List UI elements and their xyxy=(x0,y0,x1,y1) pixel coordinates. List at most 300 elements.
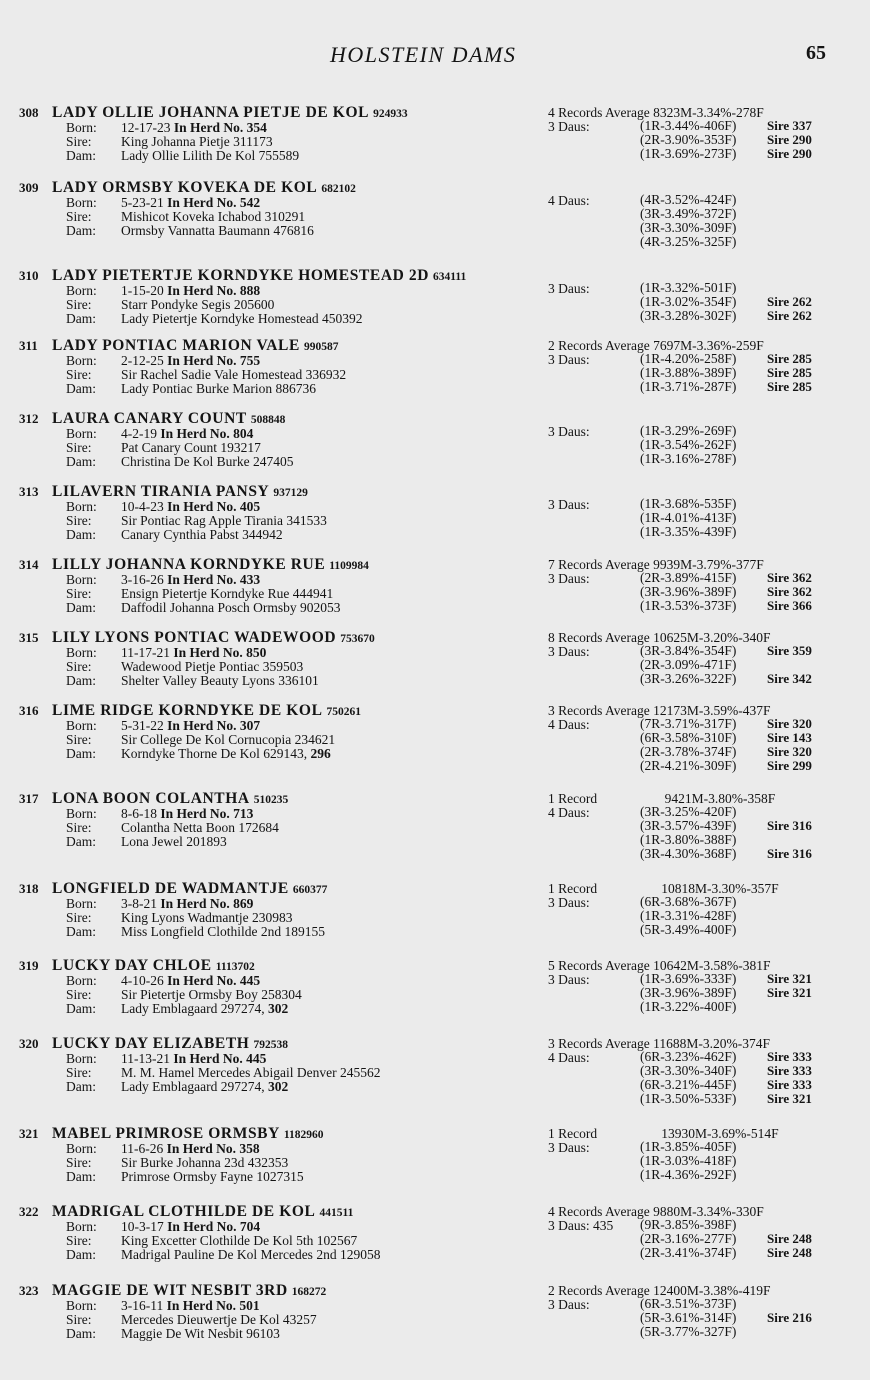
born-date: 8-6-18 xyxy=(121,806,157,821)
born-line xyxy=(66,897,253,911)
sire-name: Sir College De Kol Cornucopia 234621 xyxy=(121,732,336,747)
daughters-label: 3 Daus: xyxy=(548,972,590,987)
dam-label: Dam: xyxy=(66,148,96,163)
daughter-sire: Sire 299 xyxy=(767,758,812,773)
daughter-record: (3R-3.96%-389F) xyxy=(640,584,737,599)
sire-line xyxy=(66,298,274,312)
daughter-sire: Sire 143 xyxy=(767,730,812,745)
sire-name: Colantha Netta Boon 172684 xyxy=(121,820,279,835)
sire-name: Sir Pontiac Rag Apple Tirania 341533 xyxy=(121,513,327,528)
born-date: 5-23-21 xyxy=(121,195,164,210)
dam-line xyxy=(66,1002,288,1016)
records-average: 4 Records Average 8323M-3.34%-278F xyxy=(548,105,764,120)
dam-name: LUCKY DAY ELIZABETH xyxy=(52,1035,250,1052)
dam-name: LIME RIDGE KORNDYKE DE KOL xyxy=(52,702,323,719)
born-label: Born: xyxy=(66,896,97,911)
born-line xyxy=(66,807,253,821)
registration-number: 1109984 xyxy=(329,560,369,572)
born-date: 4-2-19 xyxy=(121,426,157,441)
dam-suffix: 302 xyxy=(267,1079,289,1094)
born-date: 3-16-26 xyxy=(121,572,164,587)
herd-number: 501 xyxy=(239,1298,260,1313)
dam-suffix: 302 xyxy=(267,1001,289,1016)
daughter-record: (2R-3.78%-374F) xyxy=(640,744,737,759)
entry-number: 312 xyxy=(19,411,39,426)
born-label: Born: xyxy=(66,1051,97,1066)
born-line xyxy=(66,646,266,660)
herd-label: In Herd No. xyxy=(167,195,237,210)
page-number: 65 xyxy=(806,42,826,64)
records-average: 1 Record 10818M-3.30%-357F xyxy=(548,881,779,896)
daughters-label: 3 Daus: 435 xyxy=(548,1218,614,1233)
born-date: 3-16-11 xyxy=(121,1298,164,1313)
dam-name: LUCKY DAY CHLOE xyxy=(52,957,212,974)
born-label: Born: xyxy=(66,1298,97,1313)
dam-name: LONGFIELD DE WADMANTJE xyxy=(52,880,289,897)
daughter-record: (1R-3.69%-333F) xyxy=(640,971,737,986)
herd-number: 704 xyxy=(239,1219,261,1234)
registration-number: 924933 xyxy=(373,108,408,120)
dam-label: Dam: xyxy=(66,527,96,542)
entry-number: 314 xyxy=(19,557,39,572)
herd-label: In Herd No. xyxy=(160,806,230,821)
sire-name: King Excetter Clothilde De Kol 5th 102567 xyxy=(121,1233,358,1248)
daughter-record: (9R-3.85%-398F) xyxy=(640,1217,737,1232)
registration-number: 634111 xyxy=(433,271,467,283)
sire-label: Sire: xyxy=(66,1233,92,1248)
registration-number: 508848 xyxy=(250,414,286,426)
records-average: 3 Records Average 11688M-3.20%-374F xyxy=(548,1036,770,1051)
daughter-record: (5R-3.77%-327F) xyxy=(640,1324,737,1339)
sire-line xyxy=(66,441,261,455)
registration-number: 1182960 xyxy=(283,1129,324,1141)
dam-name: MADRIGAL CLOTHILDE DE KOL xyxy=(52,1203,316,1220)
sire-line xyxy=(66,733,335,747)
daughter-sire: Sire 321 xyxy=(767,985,812,1000)
registration-number: 168272 xyxy=(291,1286,327,1298)
born-line xyxy=(66,719,260,733)
daughter-sire: Sire 362 xyxy=(767,570,812,585)
daughter-sire: Sire 316 xyxy=(767,818,812,833)
sire-label: Sire: xyxy=(66,134,92,149)
dam-line xyxy=(66,674,319,688)
daughter-sire: Sire 262 xyxy=(767,308,812,323)
born-date: 1-15-20 xyxy=(121,283,164,298)
dam-line xyxy=(66,1080,288,1094)
dam-line xyxy=(66,528,283,542)
herd-number: 755 xyxy=(239,353,261,368)
herd-number: 542 xyxy=(239,195,261,210)
sire-label: Sire: xyxy=(66,1155,92,1170)
entry-number: 317 xyxy=(19,791,39,806)
daughter-record: (1R-3.80%-388F) xyxy=(640,832,737,847)
daughter-sire: Sire 320 xyxy=(767,744,812,759)
daughter-record: (1R-3.53%-373F) xyxy=(640,598,737,613)
daughter-record: (1R-3.16%-278F) xyxy=(640,451,737,466)
sire-line xyxy=(66,210,305,224)
dam-of-name: Daffodil Johanna Posch Ormsby 902053 xyxy=(121,600,341,615)
dam-line xyxy=(66,925,325,939)
daughter-record: (3R-3.25%-420F) xyxy=(640,804,737,819)
born-label: Born: xyxy=(66,195,97,210)
sire-label: Sire: xyxy=(66,297,92,312)
dam-name: LILLY JOHANNA KORNDYKE RUE xyxy=(52,556,326,573)
born-line xyxy=(66,1299,260,1313)
registration-number: 682102 xyxy=(321,183,356,195)
born-label: Born: xyxy=(66,283,97,298)
born-line xyxy=(66,1142,260,1156)
herd-number: 358 xyxy=(239,1141,260,1156)
daughter-record: (6R-3.23%-462F) xyxy=(640,1049,737,1064)
sire-name: Wadewood Pietje Pontiac 359503 xyxy=(121,659,304,674)
daughter-sire: Sire 290 xyxy=(767,146,812,161)
herd-label: In Herd No. xyxy=(167,572,237,587)
born-line xyxy=(66,354,260,368)
sire-line xyxy=(66,368,346,382)
born-label: Born: xyxy=(66,973,97,988)
daughter-record: (1R-3.44%-406F) xyxy=(640,118,737,133)
daughter-record: (3R-3.49%-372F) xyxy=(640,206,737,221)
dam-line xyxy=(66,1327,280,1341)
daughters-label: 3 Daus: xyxy=(548,119,590,134)
sire-name: Starr Pondyke Segis 205600 xyxy=(121,297,275,312)
records-average: 3 Records Average 12173M-3.59%-437F xyxy=(548,703,771,718)
entry-number: 321 xyxy=(19,1126,39,1141)
dam-name: LADY ORMSBY KOVEKA DE KOL xyxy=(52,179,318,196)
daughter-sire: Sire 333 xyxy=(767,1049,812,1064)
daughter-sire: Sire 262 xyxy=(767,294,812,309)
daughter-record: (2R-3.41%-374F) xyxy=(640,1245,737,1260)
daughter-sire: Sire 362 xyxy=(767,584,812,599)
sire-label: Sire: xyxy=(66,732,92,747)
daughter-record: (7R-3.71%-317F) xyxy=(640,716,737,731)
dam-name: LADY OLLIE JOHANNA PIETJE DE KOL xyxy=(52,104,370,121)
registration-number: 441511 xyxy=(319,1207,354,1219)
daughter-record: (3R-3.84%-354F) xyxy=(640,643,737,658)
born-line xyxy=(66,121,267,135)
daughters-label: 3 Daus: xyxy=(548,644,590,659)
registration-number: 990587 xyxy=(303,341,339,353)
sire-name: Sir Burke Johanna 23d 432353 xyxy=(121,1155,289,1170)
dam-name: LAURA CANARY COUNT xyxy=(52,410,247,427)
daughters-label: 3 Daus: xyxy=(548,497,590,512)
herd-label: In Herd No. xyxy=(167,718,237,733)
records-average: 2 Records Average 12400M-3.38%-419F xyxy=(548,1283,771,1298)
daughter-record: (3R-4.30%-368F) xyxy=(640,846,737,861)
daughter-sire: Sire 337 xyxy=(767,118,812,133)
born-date: 10-3-17 xyxy=(121,1219,164,1234)
sire-label: Sire: xyxy=(66,1065,92,1080)
born-label: Born: xyxy=(66,806,97,821)
daughter-record: (6R-3.68%-367F) xyxy=(640,894,737,909)
dam-label: Dam: xyxy=(66,223,96,238)
daughter-record: (1R-3.29%-269F) xyxy=(640,423,737,438)
sire-line xyxy=(66,587,333,601)
daughter-record: (3R-3.30%-309F) xyxy=(640,220,737,235)
daughter-record: (1R-3.88%-389F) xyxy=(640,365,737,380)
daughter-sire: Sire 285 xyxy=(767,365,812,380)
entry-number: 315 xyxy=(19,630,39,645)
sire-label: Sire: xyxy=(66,209,92,224)
dam-label: Dam: xyxy=(66,600,96,615)
herd-label: In Herd No. xyxy=(173,645,243,660)
daughter-record: (3R-3.26%-322F) xyxy=(640,671,737,686)
daughter-record: (4R-3.25%-325F) xyxy=(640,234,737,249)
sire-line xyxy=(66,1066,380,1080)
herd-label: In Herd No. xyxy=(167,283,237,298)
born-date: 11-17-21 xyxy=(121,645,170,660)
dam-label: Dam: xyxy=(66,1247,96,1262)
born-label: Born: xyxy=(66,120,97,135)
dam-label: Dam: xyxy=(66,311,96,326)
dam-of-name: Korndyke Thorne De Kol 629143, xyxy=(121,746,308,761)
dam-line xyxy=(66,1248,380,1262)
entry-number: 318 xyxy=(19,881,39,896)
born-date: 3-8-21 xyxy=(121,896,157,911)
daughter-record: (3R-3.96%-389F) xyxy=(640,985,737,1000)
registration-number: 753670 xyxy=(340,633,375,645)
daughters-label: 4 Daus: xyxy=(548,717,590,732)
daughters-label: 4 Daus: xyxy=(548,1050,590,1065)
dam-of-name: Lady Ollie Lilith De Kol 755589 xyxy=(121,148,300,163)
daughter-record: (6R-3.58%-310F) xyxy=(640,730,737,745)
entry-number: 309 xyxy=(19,180,39,195)
herd-label: In Herd No. xyxy=(160,896,230,911)
dam-name: LADY PIETERTJE KORNDYKE HOMESTEAD 2D xyxy=(52,267,430,284)
registration-number: 792538 xyxy=(253,1039,288,1051)
sire-line xyxy=(66,821,279,835)
dam-label: Dam: xyxy=(66,1079,96,1094)
dam-line xyxy=(66,835,227,849)
daughter-record: (1R-4.20%-258F) xyxy=(640,351,737,366)
daughter-sire: Sire 285 xyxy=(767,351,812,366)
daughter-sire: Sire 216 xyxy=(767,1310,812,1325)
herd-number: 869 xyxy=(233,896,254,911)
daughter-sire: Sire 285 xyxy=(767,379,812,394)
daughter-sire: Sire 316 xyxy=(767,846,812,861)
born-label: Born: xyxy=(66,1219,97,1234)
herd-number: 445 xyxy=(246,1051,267,1066)
born-label: Born: xyxy=(66,426,97,441)
dam-of-name: Shelter Valley Beauty Lyons 336101 xyxy=(121,673,319,688)
dam-label: Dam: xyxy=(66,924,96,939)
dam-of-name: Maggie De Wit Nesbit 96103 xyxy=(121,1326,280,1341)
sire-name: Mishicot Koveka Ichabod 310291 xyxy=(121,209,306,224)
daughter-record: (6R-3.51%-373F) xyxy=(640,1296,737,1311)
sire-line xyxy=(66,514,327,528)
daughter-sire: Sire 366 xyxy=(767,598,812,613)
sire-label: Sire: xyxy=(66,1312,92,1327)
daughter-record: (1R-3.02%-354F) xyxy=(640,294,737,309)
born-label: Born: xyxy=(66,572,97,587)
sire-name: King Johanna Pietje 311173 xyxy=(121,134,273,149)
records-average: 2 Records Average 7697M-3.36%-259F xyxy=(548,338,764,353)
daughters-label: 3 Daus: xyxy=(548,895,590,910)
sire-line xyxy=(66,988,302,1002)
dam-of-name: Lady Emblagaard 297274, xyxy=(121,1079,265,1094)
entry-number: 308 xyxy=(19,105,39,120)
dam-suffix: 296 xyxy=(310,746,331,761)
born-label: Born: xyxy=(66,353,97,368)
born-line xyxy=(66,284,260,298)
born-date: 2-12-25 xyxy=(121,353,164,368)
daughters-label: 3 Daus: xyxy=(548,1140,590,1155)
born-label: Born: xyxy=(66,499,97,514)
born-label: Born: xyxy=(66,718,97,733)
dam-of-name: Lady Emblagaard 297274, xyxy=(121,1001,265,1016)
records-average: 4 Records Average 9880M-3.34%-330F xyxy=(548,1204,764,1219)
daughter-record: (6R-3.21%-445F) xyxy=(640,1077,737,1092)
daughters-label: 4 Daus: xyxy=(548,193,590,208)
sire-name: King Lyons Wadmantje 230983 xyxy=(121,910,293,925)
daughter-record: (5R-3.49%-400F) xyxy=(640,922,737,937)
herd-number: 888 xyxy=(239,283,261,298)
herd-number: 850 xyxy=(246,645,267,660)
dam-line xyxy=(66,382,316,396)
herd-label: In Herd No. xyxy=(173,1051,243,1066)
dam-of-name: Christina De Kol Burke 247405 xyxy=(121,454,294,469)
born-line xyxy=(66,1052,266,1066)
page-title: HOLSTEIN DAMS xyxy=(330,42,517,67)
entry-number: 320 xyxy=(19,1036,39,1051)
dam-label: Dam: xyxy=(66,381,96,396)
daughter-sire: Sire 342 xyxy=(767,671,812,686)
records-average: 8 Records Average 10625M-3.20%-340F xyxy=(548,630,771,645)
born-date: 11-6-26 xyxy=(121,1141,164,1156)
herd-label: In Herd No. xyxy=(167,353,237,368)
sire-label: Sire: xyxy=(66,820,92,835)
herd-label: In Herd No. xyxy=(166,1298,237,1313)
born-date: 5-31-22 xyxy=(121,718,164,733)
sire-name: Sir Pietertje Ormsby Boy 258304 xyxy=(121,987,302,1002)
daughter-record: (2R-3.89%-415F) xyxy=(640,570,737,585)
daughter-sire: Sire 333 xyxy=(767,1077,812,1092)
daughter-record: (1R-3.54%-262F) xyxy=(640,437,737,452)
entry-number: 310 xyxy=(19,268,39,283)
born-label: Born: xyxy=(66,1141,97,1156)
daughter-sire: Sire 248 xyxy=(767,1245,812,1260)
records-average: 5 Records Average 10642M-3.58%-381F xyxy=(548,958,771,973)
born-date: 11-13-21 xyxy=(121,1051,170,1066)
herd-label: In Herd No. xyxy=(173,120,244,135)
born-line xyxy=(66,1220,260,1234)
sire-line xyxy=(66,135,273,149)
sire-label: Sire: xyxy=(66,987,92,1002)
born-label: Born: xyxy=(66,645,97,660)
dam-line xyxy=(66,224,314,238)
dam-line xyxy=(66,747,331,761)
dam-label: Dam: xyxy=(66,1326,96,1341)
dam-name: MAGGIE DE WIT NESBIT 3RD xyxy=(52,1282,288,1299)
daughter-record: (5R-3.61%-314F) xyxy=(640,1310,737,1325)
sire-label: Sire: xyxy=(66,513,92,528)
daughter-record: (1R-4.01%-413F) xyxy=(640,510,737,525)
sire-line xyxy=(66,660,303,674)
daughter-sire: Sire 321 xyxy=(767,971,812,986)
records-average: 1 Record 9421M-3.80%-358F xyxy=(548,791,776,806)
daughter-record: (1R-3.71%-287F) xyxy=(640,379,737,394)
herd-label: In Herd No. xyxy=(167,499,237,514)
daughters-label: 3 Daus: xyxy=(548,281,590,296)
daughter-record: (1R-3.50%-533F) xyxy=(640,1091,737,1106)
born-line xyxy=(66,573,260,587)
entry-number: 322 xyxy=(19,1204,39,1219)
daughter-record: (2R-3.90%-353F) xyxy=(640,132,737,147)
daughters-label: 4 Daus: xyxy=(548,805,590,820)
daughter-sire: Sire 248 xyxy=(767,1231,812,1246)
sire-line xyxy=(66,1234,357,1248)
herd-number: 804 xyxy=(233,426,254,441)
entry-number: 316 xyxy=(19,703,39,718)
daughter-record: (1R-3.35%-439F) xyxy=(640,524,737,539)
dam-label: Dam: xyxy=(66,746,96,761)
dam-of-name: Lady Pietertje Korndyke Homestead 450392 xyxy=(121,311,363,326)
daughter-record: (2R-4.21%-309F) xyxy=(640,758,737,773)
entry-number: 323 xyxy=(19,1283,39,1298)
sire-label: Sire: xyxy=(66,586,92,601)
sire-label: Sire: xyxy=(66,910,92,925)
sire-name: M. M. Hamel Mercedes Abigail Denver 245562 xyxy=(121,1065,381,1080)
dam-label: Dam: xyxy=(66,454,96,469)
dam-line xyxy=(66,149,299,163)
entry-number: 311 xyxy=(19,338,38,353)
herd-number: 713 xyxy=(233,806,254,821)
daughters-label: 3 Daus: xyxy=(548,352,590,367)
registration-number: 510235 xyxy=(253,794,289,806)
dam-of-name: Canary Cynthia Pabst 344942 xyxy=(121,527,283,542)
born-date: 4-10-26 xyxy=(121,973,164,988)
daughters-label: 3 Daus: xyxy=(548,571,590,586)
born-line xyxy=(66,974,260,988)
dam-line xyxy=(66,455,293,469)
dam-of-name: Primrose Ormsby Fayne 1027315 xyxy=(121,1169,304,1184)
herd-label: In Herd No. xyxy=(166,1141,237,1156)
daughter-record: (2R-3.09%-471F) xyxy=(640,657,737,672)
daughter-sire: Sire 290 xyxy=(767,132,812,147)
page-header xyxy=(0,42,870,72)
daughters-label: 3 Daus: xyxy=(548,424,590,439)
daughter-record: (3R-3.57%-439F) xyxy=(640,818,737,833)
daughter-sire: Sire 359 xyxy=(767,643,812,658)
herd-number: 354 xyxy=(246,120,267,135)
sire-name: Ensign Pietertje Korndyke Rue 444941 xyxy=(121,586,334,601)
dam-name: LILY LYONS PONTIAC WADEWOOD xyxy=(52,629,337,646)
sire-name: Pat Canary Count 193217 xyxy=(121,440,261,455)
daughter-sire: Sire 320 xyxy=(767,716,812,731)
dam-label: Dam: xyxy=(66,673,96,688)
dam-of-name: Ormsby Vannatta Baumann 476816 xyxy=(121,223,314,238)
sire-line xyxy=(66,1313,317,1327)
dam-of-name: Madrigal Pauline De Kol Mercedes 2nd 129058 xyxy=(121,1247,381,1262)
daughter-record: (1R-3.68%-535F) xyxy=(640,496,737,511)
dam-label: Dam: xyxy=(66,1001,96,1016)
sire-label: Sire: xyxy=(66,659,92,674)
born-line xyxy=(66,500,260,514)
sire-name: Mercedes Dieuwertje De Kol 43257 xyxy=(121,1312,317,1327)
registration-number: 750261 xyxy=(326,706,362,718)
sire-name: Sir Rachel Sadie Vale Homestead 336932 xyxy=(121,367,347,382)
born-line xyxy=(66,196,260,210)
daughter-record: (3R-3.28%-302F) xyxy=(640,308,737,323)
dam-label: Dam: xyxy=(66,834,96,849)
records-average: 7 Records Average 9939M-3.79%-377F xyxy=(548,557,764,572)
dam-line xyxy=(66,312,362,326)
daughter-sire: Sire 333 xyxy=(767,1063,812,1078)
daughter-record: (3R-3.30%-340F) xyxy=(640,1063,737,1078)
herd-number: 445 xyxy=(239,973,261,988)
born-line xyxy=(66,427,253,441)
daughters-label: 3 Daus: xyxy=(548,1297,590,1312)
